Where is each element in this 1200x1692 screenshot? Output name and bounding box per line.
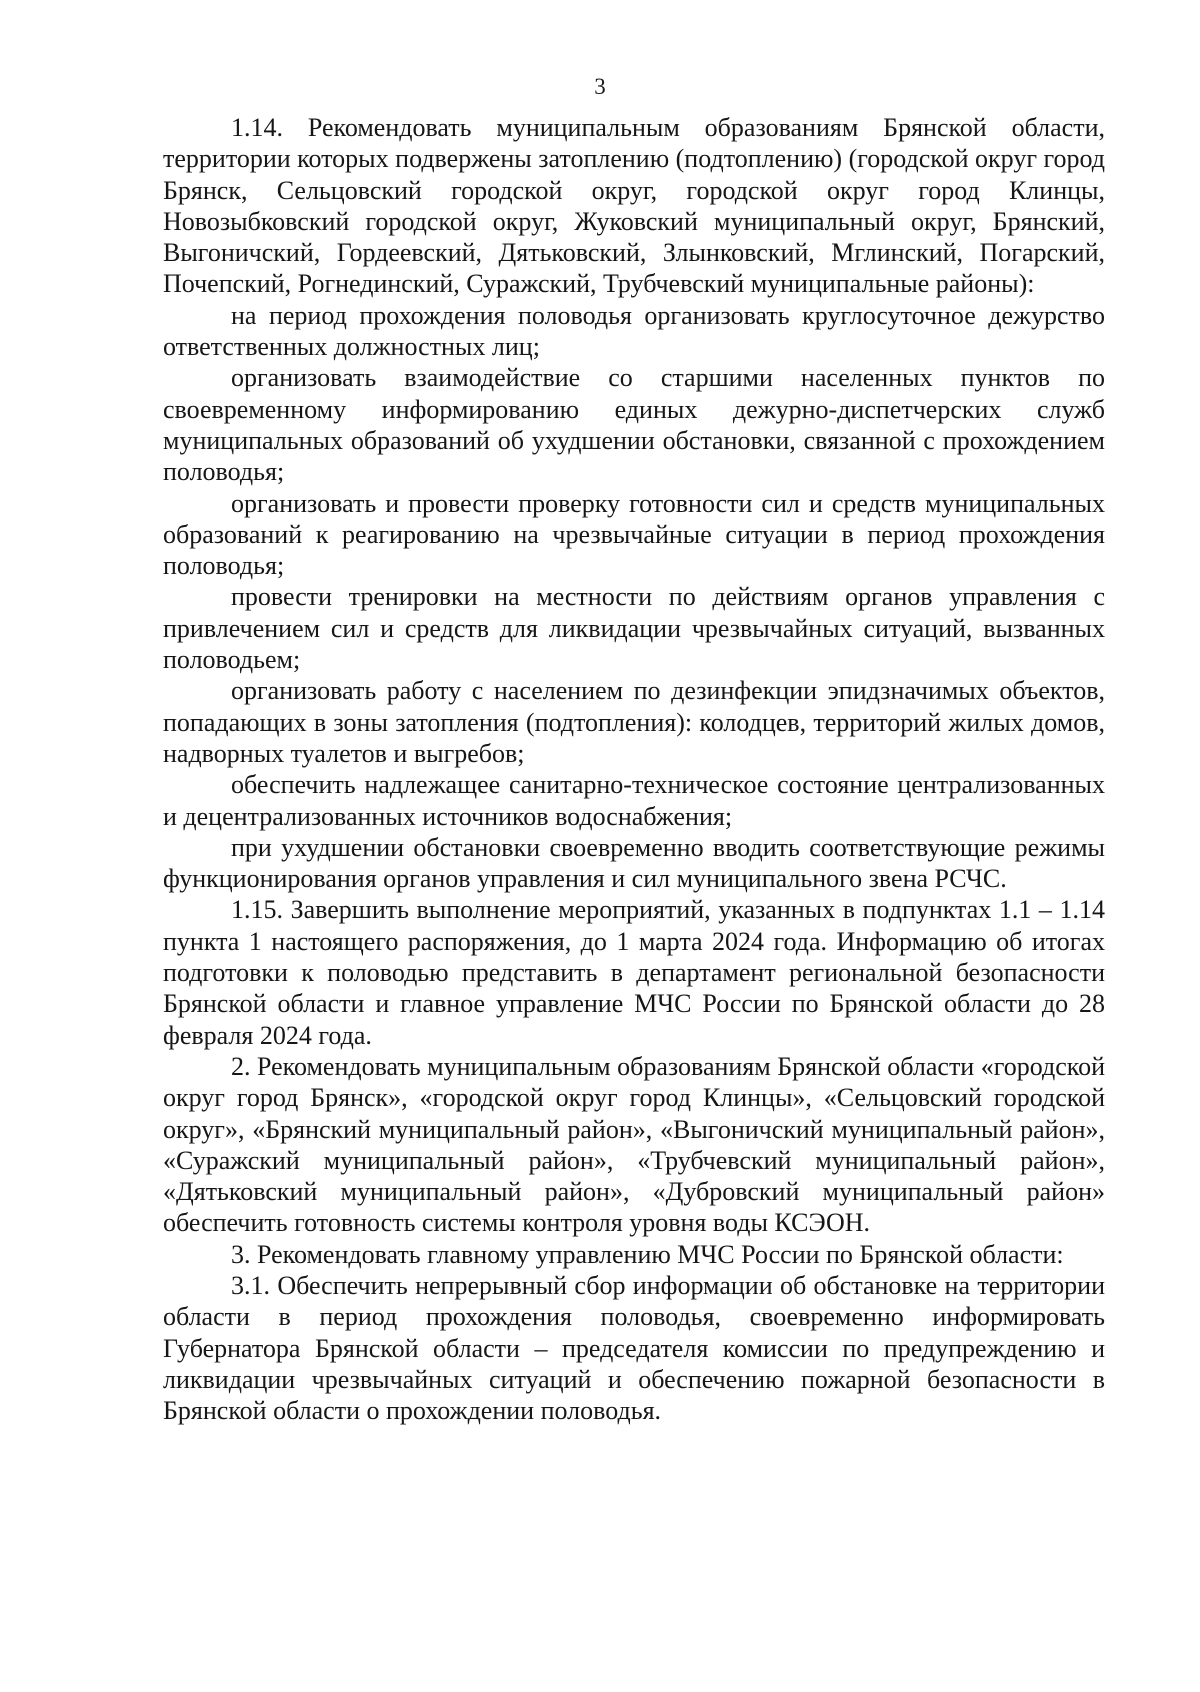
paragraph-field-training: провести тренировки на местности по действиям органов управления с привлечением сил и средств для ликвидации чрезвычайных ситуаций, вызванных половодьем;: [163, 582, 1105, 675]
paragraph-duty-shift: на период прохождения половодья организовать круглосуточное дежурство ответственных должностных лиц;: [163, 300, 1105, 362]
paragraph-water-supply: обеспечить надлежащее санитарно-техническое состояние централизованных и децентрализованных источников водоснабжения;: [163, 770, 1105, 831]
paragraph-3: 3. Рекомендовать главному управлению МЧС России по Брянской области:: [231, 1239, 1064, 1269]
paragraph-operating-modes: при ухудшении обстановки своевременно вводить соответствующие режимы функционирования органов управления и сил муниципального звена РСЧС.: [163, 832, 1105, 894]
paragraph-readiness-check: организовать и провести проверку готовности сил и средств муниципальных образований к реагированию на чрезвычайные ситуации в период прохождения половодья;: [163, 488, 1105, 581]
paragraph-1-14: 1.14. Рекомендовать муниципальным образованиям Брянской области, территории которых подвержены затоплению (подтоплению) (городской округ город Брянск, Сельцовский городской округ, городской округ город Клинцы, Новозыбковский городской округ, Жуковский муниципальный округ, Брянский, Выгоничский, Гордеевский, Дятьковский, Злынковский, Мглинский, Погарский, Почепский, Рогнединский, Суражский, Трубчевский муниципальные районы):: [163, 113, 1105, 299]
page-number: 3: [594, 74, 606, 99]
paragraph-1-15: 1.15. Завершить выполнение мероприятий, указанных в подпунктах 1.1 – 1.14 пункта 1 настоящего распоряжения, до 1 марта 2024 года. Информацию об итогах подготовки к половодью представить в департамент региональной безопасности Брянской области и главное управление МЧС России по Брянской области до 28 февраля 2024 года.: [163, 895, 1105, 1050]
paragraph-3-1: 3.1. Обеспечить непрерывный сбор информации об обстановке на территории области в период прохождения половодья, своевременно информировать Губернатора Брянской области – председателя комиссии по предупреждению и ликвидации чрезвычайных ситуаций и обеспечению пожарной безопасности в Брянской области о прохождении половодья.: [163, 1270, 1105, 1426]
paragraph-2: 2. Рекомендовать муниципальным образованиям Брянской области «городской округ город Брянск», «городской округ город Клинцы», «Сельцовский городской округ», «Брянский муниципальный район», «Выгоничский муниципальный район», «Суражский муниципальный район», «Трубчевский муниципальный район», «Дятьковский муниципальный район», «Дубровский муниципальный район» обеспечить готовность системы контроля уровня воды КСЭОН.: [163, 1051, 1105, 1238]
paragraph-disinfection: организовать работу с населением по дезинфекции эпидзначимых объектов, попадающих в зоны затопления (подтопления): колодцев, территорий жилых домов, надворных туалетов и выгребов;: [163, 676, 1105, 768]
paragraph-cooperation: организовать взаимодействие со старшими населенных пунктов по своевременному информированию единых дежурно-диспетчерских служб муниципальных образований об ухудшении обстановки, связанной с прохождением половодья;: [163, 363, 1105, 487]
document-body: [163, 112, 1105, 1426]
